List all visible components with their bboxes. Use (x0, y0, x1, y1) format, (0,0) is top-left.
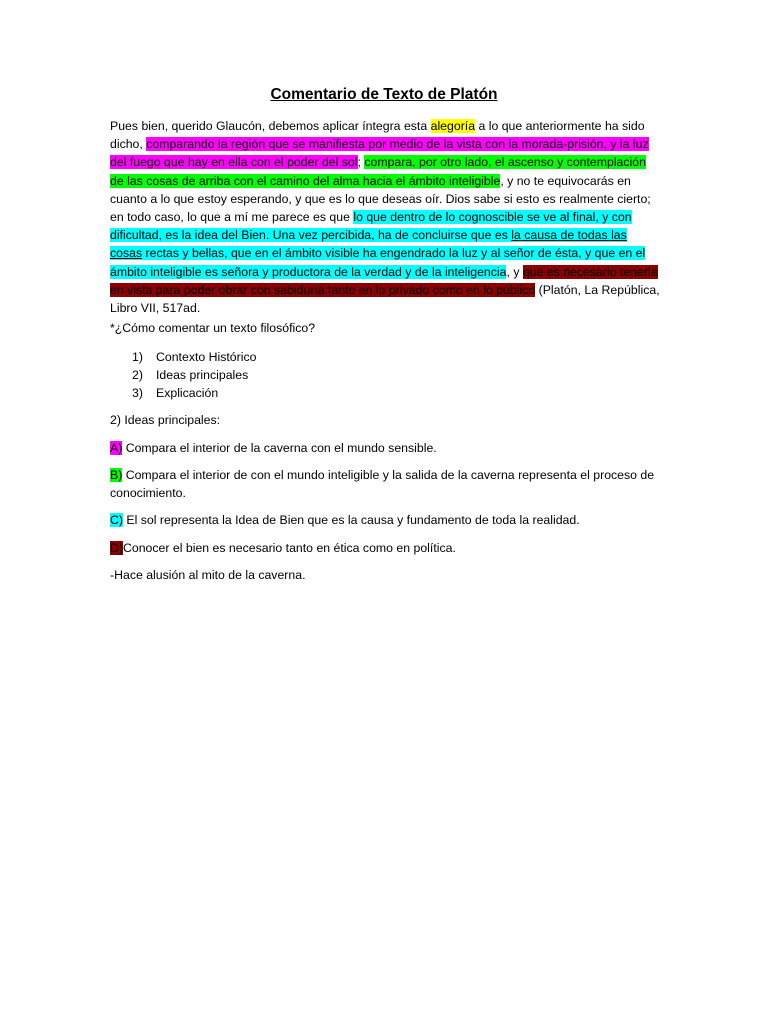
idea-marker: C) (110, 513, 123, 527)
highlight-cyan-idea-bien-cont: rectas y bellas, que en el ámbito visible ha engendrado la luz y al señor de ésta, y que en el ámbito inteligible es señora y productora de la verdad y de la inteligencia (110, 246, 646, 279)
plato-quote-paragraph (110, 117, 662, 317)
idea-marker: D) (110, 541, 123, 555)
closing-line: -Hace alusión al mito de la caverna. (110, 568, 306, 582)
idea-text: Conocer el bien es necesario tanto en ética como en política. (122, 541, 456, 555)
list-item (132, 366, 256, 384)
idea-marker: A) (110, 441, 123, 455)
steps-list (132, 348, 256, 402)
list-number: 1) (132, 350, 143, 364)
highlight-magenta-comparison: comparando la región que se manifiesta por medio de la vista con la morada-prisión, y la luz del fuego que hay en ella con el poder del sol (110, 137, 649, 170)
quote-citation: (Platón, La República, Libro VII, 517ad. (110, 282, 660, 316)
idea-c (110, 511, 662, 529)
highlight-darkred-wisdom: que es necesario tenerla en vista para poder obrar con sabiduría tanto en lo privado como en lo público (110, 264, 658, 297)
idea-a (110, 439, 662, 457)
idea-text: Compara el interior de la caverna con el mundo sensible. (122, 441, 437, 455)
list-item-text: Contexto Histórico (156, 350, 257, 364)
list-item (132, 348, 256, 366)
quote-text: ; (357, 155, 365, 170)
quote-text: , y (506, 264, 523, 279)
idea-text: Compara el interior de con el mundo inteligible y la salida de la caverna representa el proceso de conocimiento. (110, 468, 655, 500)
list-item (132, 384, 256, 402)
list-number: 2) (132, 368, 143, 382)
quote-text: a lo que anteriormente ha sido dicho, (110, 119, 645, 152)
section-heading: 2) Ideas principales: (110, 413, 221, 427)
quote-text: Pues bien, querido Glaucón, debemos aplicar íntegra esta (110, 119, 431, 133)
question-line: *¿Cómo comentar un texto filosófico? (110, 321, 316, 335)
list-number: 3) (132, 386, 143, 400)
idea-text: El sol representa la Idea de Bien que es la causa y fundamento de toda la realidad. (122, 513, 580, 527)
highlight-yellow-alegoria: alegoría (430, 119, 476, 133)
idea-b (110, 466, 662, 502)
list-item-text: Explicación (156, 386, 219, 400)
quote-text: , y no te equivocarás en cuanto a lo que estoy esperando, y que es lo que deseas oír. Dios sabe si esto es realmente cierto; en todo caso, lo que a mí me parece es que (110, 173, 651, 225)
highlight-cyan-underlined-causa: la causa de todas las cosas (110, 228, 627, 261)
list-item-text: Ideas principales (156, 368, 249, 382)
idea-marker: B) (110, 468, 123, 482)
highlight-green-ascent: compara, por otro lado, el ascenso y contemplación de las cosas de arriba con el camino del alma hacia el ámbito inteligible (110, 155, 646, 188)
document-title: Comentario de Texto de Platón (270, 86, 498, 103)
idea-d (110, 539, 662, 557)
highlight-cyan-idea-bien: lo que dentro de lo cognoscible se ve al final, y con dificultad, es la idea del Bien. Una vez percibida, ha de concluirse que es (110, 210, 632, 243)
